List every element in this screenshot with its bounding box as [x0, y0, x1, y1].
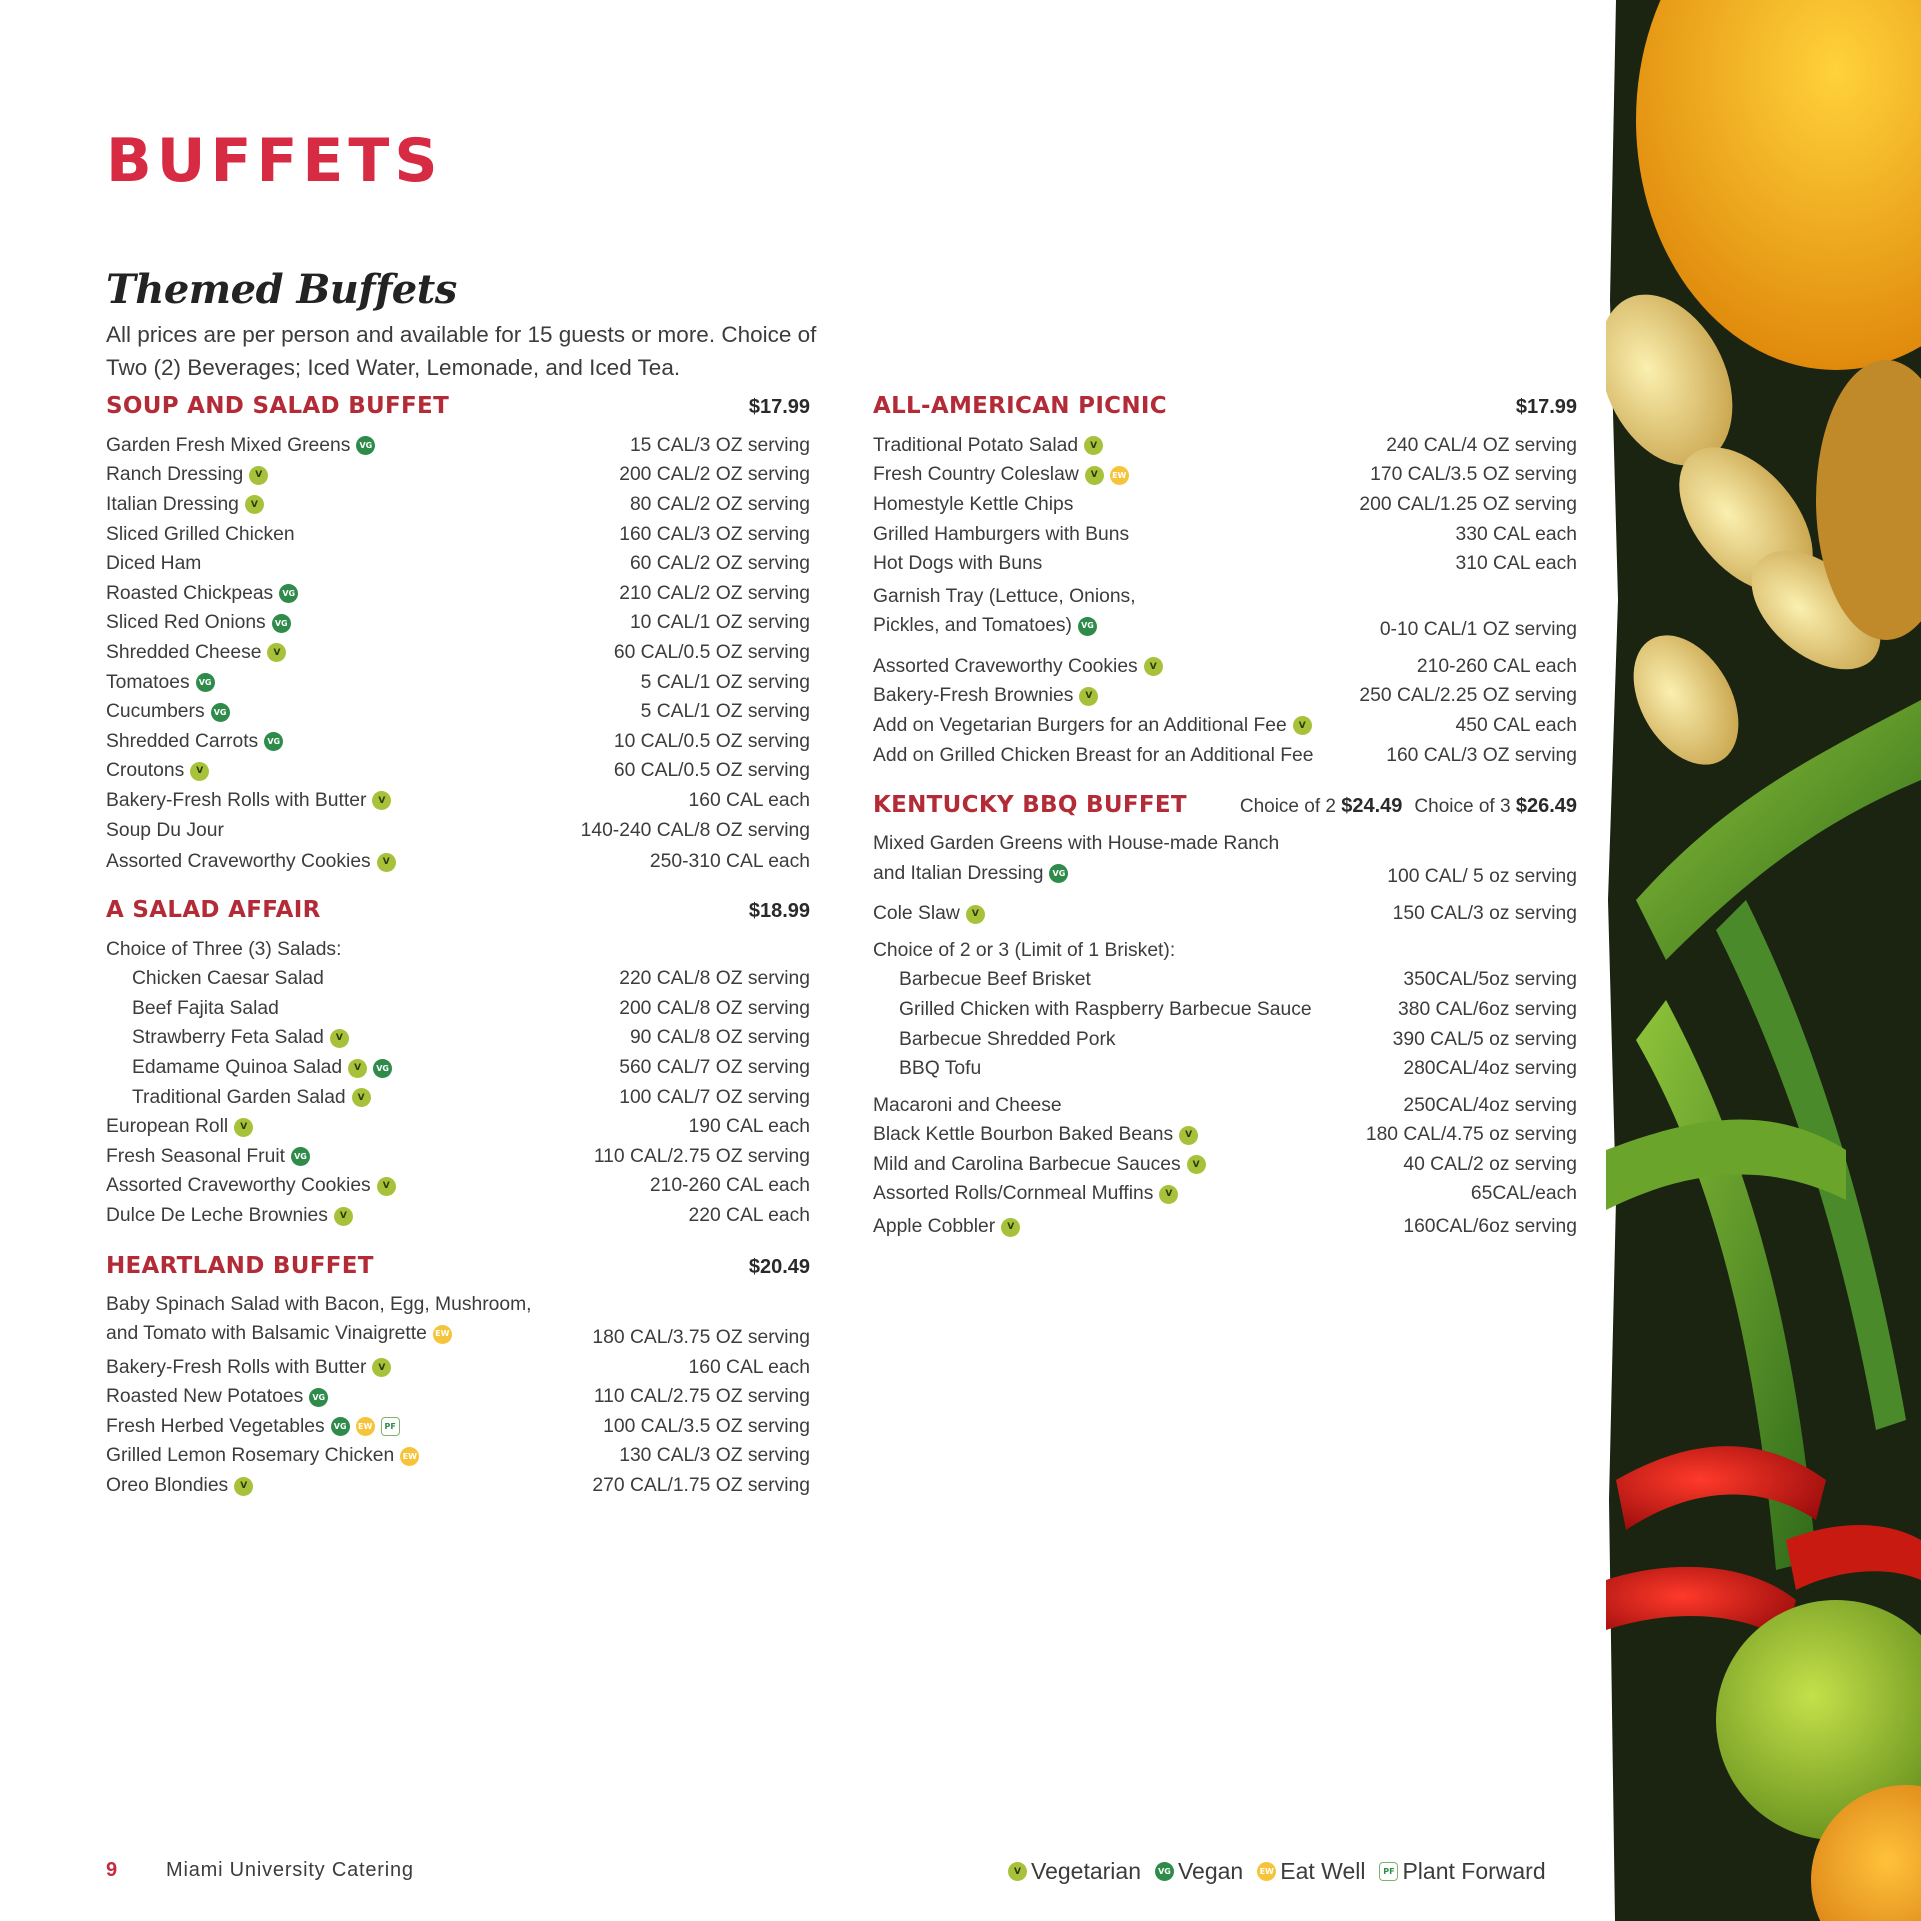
item-name: Beef Fajita Salad	[132, 997, 279, 1019]
item-calories: 390 CAL/5 oz serving	[1392, 1028, 1577, 1050]
menu-item	[106, 431, 810, 461]
item-name-line1: Mixed Garden Greens with House-made Ranch	[873, 833, 1280, 855]
legend-item-plant-forward	[1379, 1858, 1545, 1885]
vegan-icon: VG	[279, 584, 298, 603]
item-calories: 60 CAL/0.5 OZ serving	[613, 641, 810, 663]
eat-well-icon: EW	[1110, 466, 1129, 485]
vegetarian-icon: V	[190, 762, 209, 781]
choice-label: Choice of 2 or 3 (Limit of 1 Brisket):	[873, 939, 1176, 961]
legend-label: Vegetarian	[1031, 1858, 1141, 1884]
vegetarian-icon: V	[1144, 657, 1163, 676]
eat-well-icon: EW	[400, 1447, 419, 1466]
vegetarian-icon: V	[1179, 1126, 1198, 1145]
item-name: Barbecue Shredded Pork	[899, 1028, 1116, 1050]
item-name: Fresh Seasonal Fruit	[106, 1145, 285, 1167]
menu-item	[106, 727, 810, 757]
item-name: Black Kettle Bourbon Baked Beans	[873, 1124, 1174, 1146]
section-heading: ALL-AMERICAN PICNIC	[873, 393, 1167, 419]
right-column	[873, 393, 1577, 1242]
item-calories: 110 CAL/2.75 OZ serving	[593, 1145, 810, 1167]
item-calories: 40 CAL/2 oz serving	[1403, 1153, 1577, 1175]
menu-item	[873, 1054, 1577, 1084]
menu-item	[873, 830, 1577, 892]
item-name: Add on Grilled Chicken Breast for an Additional Fee	[873, 744, 1314, 766]
item-name: Roasted New Potatoes	[106, 1386, 304, 1408]
page-title: BUFFETS	[106, 126, 443, 196]
choice-label: Choice of Three (3) Salads:	[106, 938, 342, 960]
menu-item	[106, 1412, 810, 1442]
menu-item	[106, 816, 810, 846]
item-name: Traditional Garden Salad	[132, 1086, 346, 1108]
item-calories: 210 CAL/2 OZ serving	[619, 582, 810, 604]
page-number: 9	[106, 1859, 118, 1881]
brand-name: Miami University Catering	[166, 1859, 414, 1881]
item-calories: 160 CAL/3 OZ serving	[1386, 744, 1577, 766]
menu-item	[106, 549, 810, 579]
item-calories: 100 CAL/ 5 oz serving	[1387, 866, 1577, 888]
item-name: European Roll	[106, 1116, 229, 1138]
item-name: Croutons	[106, 760, 185, 782]
choice-3-value: $26.49	[1515, 795, 1577, 818]
item-name: Cole Slaw	[873, 903, 960, 925]
vegetarian-icon: V	[377, 1177, 396, 1196]
menu-item	[873, 1121, 1577, 1151]
vegetarian-icon: V	[1001, 1218, 1020, 1237]
vegetarian-icon: V	[1159, 1185, 1178, 1204]
plant-forward-icon: PF	[1379, 1862, 1398, 1881]
intro-text: All prices are per person and available for 15 guests or more. Choice of Two (2) Beverages; Iced Water, Lemonade, and Iced Tea.	[106, 322, 817, 380]
item-name: Diced Ham	[106, 553, 202, 575]
vegetarian-icon: V	[234, 1118, 253, 1137]
section-header	[106, 897, 810, 935]
menu-item	[873, 1180, 1577, 1210]
item-name: Grilled Lemon Rosemary Chicken	[106, 1445, 395, 1467]
vegetarian-icon: V	[249, 466, 268, 485]
item-name: Italian Dressing	[106, 493, 239, 515]
item-calories: 210-260 CAL each	[1416, 655, 1577, 677]
vegetarian-icon: V	[245, 495, 264, 514]
kentucky-bbq-buffet	[873, 792, 1577, 1242]
item-name: Shredded Carrots	[106, 730, 259, 752]
item-calories: 140-240 CAL/8 OZ serving	[580, 819, 810, 841]
dietary-legend	[1008, 1858, 1560, 1885]
menu-item	[873, 431, 1577, 461]
vegetarian-icon: V	[1085, 466, 1104, 485]
menu-item	[873, 490, 1577, 520]
salad-affair-buffet	[106, 897, 810, 1231]
produce-photo	[1606, 0, 1921, 1921]
item-calories: 210-260 CAL each	[649, 1175, 810, 1197]
item-calories: 270 CAL/1.75 OZ serving	[592, 1475, 810, 1497]
item-name-line1: Garnish Tray (Lettuce, Onions,	[873, 585, 1136, 607]
item-name: Assorted Craveworthy Cookies	[106, 851, 371, 873]
vegetarian-icon: V	[377, 853, 396, 872]
item-calories: 100 CAL/3.5 OZ serving	[603, 1415, 810, 1437]
item-calories: 5 CAL/1 OZ serving	[640, 671, 810, 693]
vegetarian-icon: V	[1293, 716, 1312, 735]
item-calories: 60 CAL/0.5 OZ serving	[613, 760, 810, 782]
menu-item	[106, 609, 810, 639]
item-name: Apple Cobbler	[873, 1216, 996, 1238]
choice-2-price	[1240, 796, 1403, 817]
item-name: Ranch Dressing	[106, 464, 244, 486]
section-heading: KENTUCKY BBQ BUFFET	[873, 792, 1187, 819]
section-header	[106, 393, 810, 431]
menu-item	[873, 1212, 1577, 1242]
item-calories: 450 CAL each	[1455, 714, 1577, 736]
price: $18.99	[748, 899, 810, 922]
heartland-buffet	[106, 1253, 810, 1501]
item-calories: 220 CAL each	[688, 1205, 810, 1227]
item-name: Shredded Cheese	[106, 641, 262, 663]
item-name: Grilled Chicken with Raspberry Barbecue Sauce	[899, 998, 1312, 1020]
item-calories: 200 CAL/8 OZ serving	[619, 997, 810, 1019]
vegetarian-icon: V	[1008, 1862, 1027, 1881]
item-calories: 80 CAL/2 OZ serving	[629, 493, 810, 515]
vegetarian-icon: V	[1187, 1155, 1206, 1174]
vegetarian-icon: V	[352, 1088, 371, 1107]
item-name: Assorted Rolls/Cornmeal Muffins	[873, 1183, 1154, 1205]
menu-item	[106, 757, 810, 787]
menu-item	[873, 995, 1577, 1025]
item-calories: 200 CAL/2 OZ serving	[619, 464, 810, 486]
legend-item-vegan	[1155, 1858, 1243, 1885]
vegetarian-icon: V	[372, 791, 391, 810]
item-name: Grilled Hamburgers with Buns	[873, 523, 1130, 545]
eat-well-icon: EW	[433, 1325, 452, 1344]
vegan-icon: VG	[264, 732, 283, 751]
plant-forward-icon: PF	[381, 1417, 400, 1436]
item-name: Barbecue Beef Brisket	[899, 969, 1091, 991]
menu-item	[106, 668, 810, 698]
menu-item	[106, 1201, 810, 1231]
vegan-icon: VG	[211, 703, 230, 722]
item-name: Edamame Quinoa Salad	[132, 1057, 343, 1079]
left-column	[106, 393, 810, 1501]
item-calories: 200 CAL/1.25 OZ serving	[1359, 493, 1577, 515]
legend-item-vegetarian	[1008, 1858, 1141, 1885]
item-calories: 280CAL/4oz serving	[1403, 1058, 1577, 1080]
menu-item	[873, 899, 1577, 929]
item-name: Tomatoes	[106, 671, 190, 693]
menu-item	[873, 741, 1577, 771]
section-heading: HEARTLAND BUFFET	[106, 1252, 374, 1279]
menu-item	[873, 549, 1577, 579]
item-calories: 110 CAL/2.75 OZ serving	[593, 1386, 810, 1408]
vegan-icon: VG	[1049, 864, 1068, 883]
legend-label: Plant Forward	[1402, 1858, 1546, 1884]
menu-item	[873, 1150, 1577, 1180]
item-calories: 15 CAL/3 OZ serving	[629, 434, 810, 456]
choice-3-price	[1414, 796, 1577, 817]
item-name: Soup Du Jour	[106, 819, 224, 841]
choice-2-value: $24.49	[1341, 795, 1403, 818]
menu-item	[106, 994, 810, 1024]
vegetarian-icon: V	[334, 1207, 353, 1226]
vegetarian-icon: V	[267, 643, 286, 662]
menu-item	[106, 1172, 810, 1202]
item-calories: 65CAL/each	[1470, 1183, 1577, 1205]
item-name: Fresh Herbed Vegetables	[106, 1415, 325, 1437]
menu-item	[106, 638, 810, 668]
item-name: Bakery-Fresh Brownies	[873, 685, 1074, 707]
menu-item	[873, 966, 1577, 996]
eat-well-icon: EW	[356, 1417, 375, 1436]
item-calories: 310 CAL each	[1455, 553, 1577, 575]
price: $20.49	[748, 1255, 810, 1278]
legend-label: Eat Well	[1280, 1858, 1366, 1884]
vegetarian-icon: V	[1084, 436, 1103, 455]
vegetarian-icon: V	[330, 1029, 349, 1048]
item-name-line2: and Italian Dressing	[873, 862, 1044, 884]
menu-item	[873, 652, 1577, 682]
legend-label: Vegan	[1177, 1858, 1244, 1884]
item-calories: 160 CAL each	[688, 1356, 810, 1378]
item-calories: 180 CAL/4.75 oz serving	[1365, 1124, 1577, 1146]
menu-item	[873, 1025, 1577, 1055]
menu-item	[106, 461, 810, 491]
item-calories: 250 CAL/2.25 OZ serving	[1359, 685, 1577, 707]
item-calories: 160CAL/6oz serving	[1403, 1216, 1577, 1238]
item-calories: 150 CAL/3 oz serving	[1392, 903, 1577, 925]
vegetarian-icon: V	[966, 905, 985, 924]
item-name: Assorted Craveworthy Cookies	[106, 1175, 371, 1197]
item-calories: 240 CAL/4 OZ serving	[1386, 434, 1577, 456]
price: $17.99	[1515, 396, 1577, 418]
vegan-icon: VG	[309, 1388, 328, 1407]
item-name: Homestyle Kettle Chips	[873, 493, 1074, 515]
item-name: Add on Vegetarian Burgers for an Additional Fee	[873, 714, 1287, 736]
item-calories: 250-310 CAL each	[649, 851, 810, 873]
item-calories: 250CAL/4oz serving	[1403, 1094, 1577, 1116]
vegan-icon: VG	[272, 614, 291, 633]
item-calories: 170 CAL/3.5 OZ serving	[1370, 464, 1577, 486]
legend-item-eat-well	[1257, 1858, 1365, 1885]
item-name: Cucumbers	[106, 701, 205, 723]
item-calories: 160 CAL each	[688, 789, 810, 811]
price-options	[1240, 795, 1577, 818]
section-header	[873, 792, 1577, 830]
item-name: Bakery-Fresh Rolls with Butter	[106, 789, 367, 811]
price: $17.99	[748, 396, 810, 418]
section-heading: A SALAD AFFAIR	[106, 896, 321, 923]
item-calories: 10 CAL/0.5 OZ serving	[613, 730, 810, 752]
item-name: Fresh Country Coleslaw	[873, 464, 1079, 486]
menu-item	[873, 1091, 1577, 1121]
menu-item	[106, 1353, 810, 1383]
vegan-icon: VG	[331, 1417, 350, 1436]
item-name: Chicken Caesar Salad	[132, 968, 324, 990]
soup-salad-buffet	[106, 393, 810, 877]
menu-item	[873, 461, 1577, 491]
item-calories: 380 CAL/6oz serving	[1398, 998, 1577, 1020]
item-calories: 0-10 CAL/1 OZ serving	[1379, 618, 1577, 640]
item-name: Strawberry Feta Salad	[132, 1027, 324, 1049]
item-name: Bakery-Fresh Rolls with Butter	[106, 1356, 367, 1378]
menu-item	[106, 1083, 810, 1113]
menu-item	[873, 579, 1577, 645]
item-calories: 130 CAL/3 OZ serving	[619, 1445, 810, 1467]
menu-item	[106, 1024, 810, 1054]
vegan-icon: VG	[291, 1147, 310, 1166]
item-calories: 100 CAL/7 OZ serving	[619, 1086, 810, 1108]
item-calories: 90 CAL/8 OZ serving	[629, 1027, 810, 1049]
item-name-line2: Pickles, and Tomatoes)	[873, 615, 1072, 637]
item-name: Garden Fresh Mixed Greens	[106, 434, 351, 456]
menu-item	[106, 579, 810, 609]
menu-item	[106, 520, 810, 550]
menu-item	[106, 1291, 810, 1353]
item-calories: 560 CAL/7 OZ serving	[619, 1057, 810, 1079]
menu-item	[873, 520, 1577, 550]
menu-item	[106, 1382, 810, 1412]
all-american-picnic	[873, 393, 1577, 770]
item-name: Sliced Grilled Chicken	[106, 523, 295, 545]
spacer	[106, 1231, 810, 1253]
item-name-line2: and Tomato with Balsamic Vinaigrette	[106, 1323, 427, 1345]
item-name: Dulce De Leche Brownies	[106, 1205, 328, 1227]
item-name: Mild and Carolina Barbecue Sauces	[873, 1153, 1181, 1175]
section-header	[106, 1253, 810, 1291]
menu-item	[106, 1112, 810, 1142]
item-name: Assorted Craveworthy Cookies	[873, 655, 1138, 677]
item-calories: 190 CAL each	[688, 1116, 810, 1138]
item-name: Oreo Blondies	[106, 1475, 229, 1497]
section-title: Themed Buffets	[106, 266, 457, 313]
vegetarian-icon: V	[234, 1477, 253, 1496]
item-name: Sliced Red Onions	[106, 612, 266, 634]
item-name: Roasted Chickpeas	[106, 582, 274, 604]
item-calories: 180 CAL/3.75 OZ serving	[592, 1326, 810, 1348]
item-calories: 330 CAL each	[1455, 523, 1577, 545]
menu-item	[106, 1053, 810, 1083]
menu-item	[106, 786, 810, 816]
section-header	[873, 393, 1577, 431]
item-calories: 350CAL/5oz serving	[1403, 969, 1577, 991]
item-calories: 160 CAL/3 OZ serving	[619, 523, 810, 545]
menu-item	[106, 965, 810, 995]
vegan-icon: VG	[1078, 617, 1097, 636]
choice-3-label: Choice of 3	[1414, 796, 1511, 818]
menu-item	[106, 490, 810, 520]
section-heading: SOUP AND SALAD BUFFET	[106, 393, 450, 419]
item-name: Hot Dogs with Buns	[873, 553, 1043, 575]
item-calories: 60 CAL/2 OZ serving	[629, 553, 810, 575]
menu-item	[106, 1442, 810, 1472]
vegetarian-icon: V	[348, 1059, 367, 1078]
menu-item	[106, 1471, 810, 1501]
menu-item	[873, 711, 1577, 741]
item-name: Traditional Potato Salad	[873, 434, 1079, 456]
choice-2-label: Choice of 2	[1239, 796, 1336, 818]
vegan-icon: VG	[373, 1059, 392, 1078]
item-calories: 5 CAL/1 OZ serving	[640, 701, 810, 723]
menu-item	[873, 682, 1577, 712]
menu-item	[106, 847, 810, 877]
vegan-icon: VG	[1155, 1862, 1174, 1881]
item-name-line1: Baby Spinach Salad with Bacon, Egg, Mushroom,	[106, 1293, 532, 1315]
spacer	[873, 770, 1577, 792]
item-name: BBQ Tofu	[899, 1058, 982, 1080]
vegetarian-icon: V	[1079, 687, 1098, 706]
vegan-icon: VG	[356, 436, 375, 455]
spacer	[106, 877, 810, 897]
item-calories: 220 CAL/8 OZ serving	[619, 968, 810, 990]
item-name: Macaroni and Cheese	[873, 1094, 1062, 1116]
item-calories: 10 CAL/1 OZ serving	[629, 612, 810, 634]
eat-well-icon: EW	[1257, 1862, 1276, 1881]
menu-item	[106, 697, 810, 727]
vegan-icon: VG	[196, 673, 215, 692]
vegetarian-icon: V	[372, 1358, 391, 1377]
menu-item	[106, 1142, 810, 1172]
